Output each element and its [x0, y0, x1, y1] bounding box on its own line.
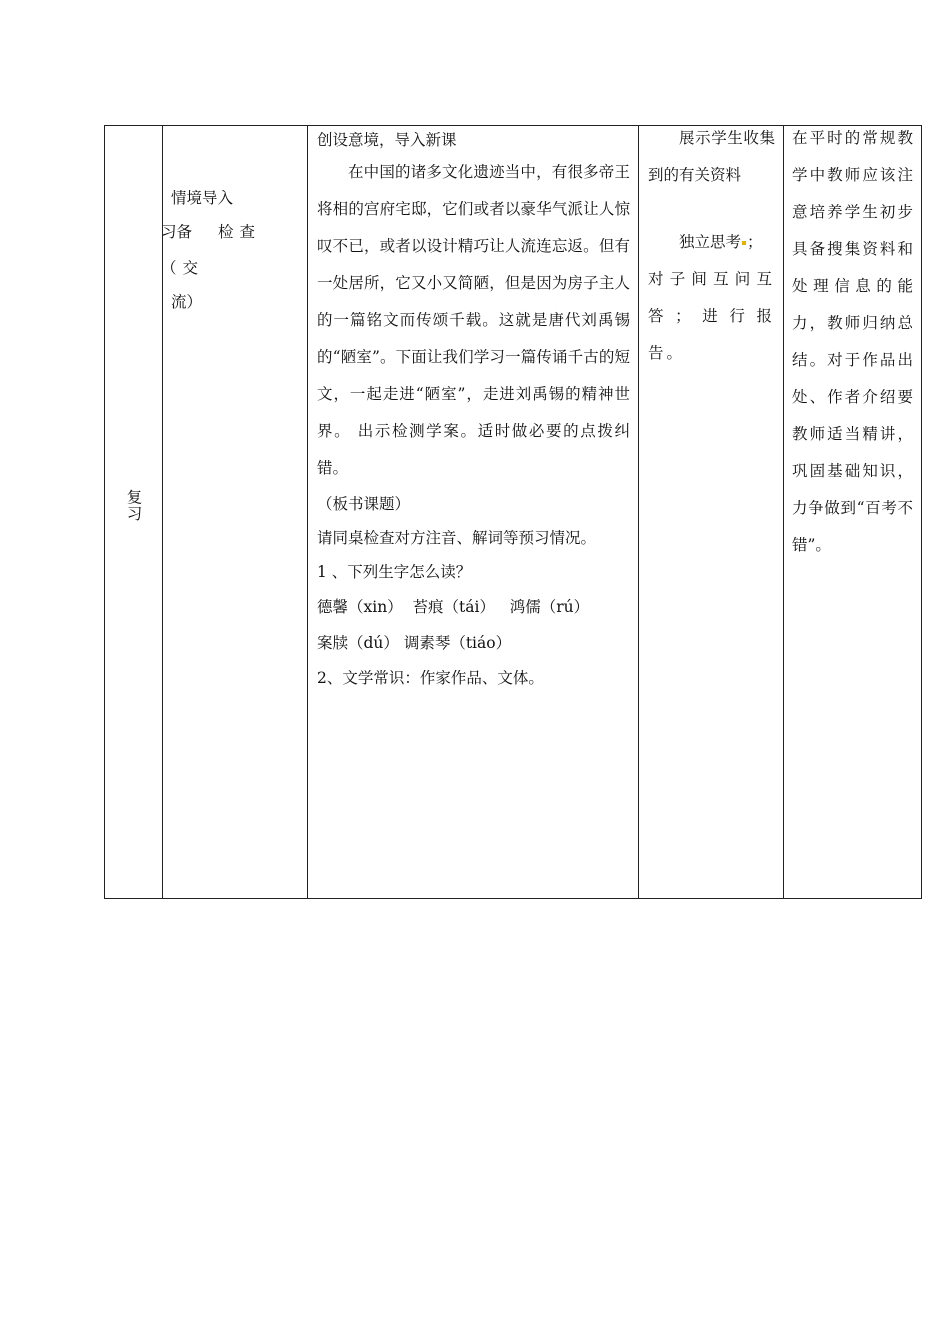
student-activity-3: 对子间互问互答；进行报告。 — [648, 270, 775, 362]
link-sub-prefix: 习备 — [161, 223, 193, 241]
lesson-plan-table — [104, 125, 922, 899]
teaching-content-cell — [308, 126, 639, 899]
design-intent-cell — [784, 126, 922, 899]
content-heading: 创设意境，导入新课 — [317, 131, 457, 149]
content-board-note: （板书课题） — [317, 495, 411, 513]
student-think-punct: ； — [747, 233, 763, 251]
student-activity-2 — [648, 224, 775, 261]
content-pinyin-line-2: 案牍（dú） 调素琴（tiáo） — [317, 634, 512, 652]
link-title: 情境导入 — [171, 189, 234, 207]
highlight-mark-icon — [742, 241, 746, 245]
content-question-2: 2、文学常识：作家作品、文体。 — [317, 669, 544, 687]
link-sub-main: 检查（交 — [161, 223, 262, 277]
student-think-text: 独立思考 — [679, 233, 742, 251]
stage-label: 复习 — [124, 488, 143, 522]
student-activity-cell — [639, 126, 784, 899]
student-activity-1: 展示学生收集到的有关资料 — [648, 129, 775, 184]
teaching-link-cell — [163, 126, 308, 899]
link-subtitle — [161, 214, 301, 286]
content-peer-check: 请同桌检查对方注音、解词等预习情况。 — [317, 529, 597, 547]
stage-cell — [105, 126, 163, 899]
content-question-1: 1 、下列生字怎么读？ — [317, 563, 472, 581]
content-pinyin-line-1: 德馨（xin） 苔痕（tái） 鸿儒（rú） — [317, 598, 590, 616]
table-row — [105, 126, 922, 899]
design-intent-text: 在平时的常规教学中教师应该注意培养学生初步具备搜集资料和处理信息的能力，教师归纳总结。对于作品出处、作者介绍要教师适当精讲，巩固基础知识，力争做到“百考不错”。 — [792, 129, 913, 554]
content-intro-paragraph: 在中国的诸多文化遗迹当中，有很多帝王将相的宫府宅邸，它们或者以豪华气派让人惊叹不已，或者以设计精巧让人流连忘返。但有一处居所，它又小又简陋，但是因为房子主人的一篇铭文而传颂千载。这就是唐代刘禹锡的“陋室”。下面让我们学习一篇传诵千古的短文，一起走进“陋室”，走进刘禹锡的精神世界。 出示检测学案。适时做必要的点拨纠错。 — [317, 163, 630, 477]
link-sub-end: 流） — [171, 293, 203, 311]
